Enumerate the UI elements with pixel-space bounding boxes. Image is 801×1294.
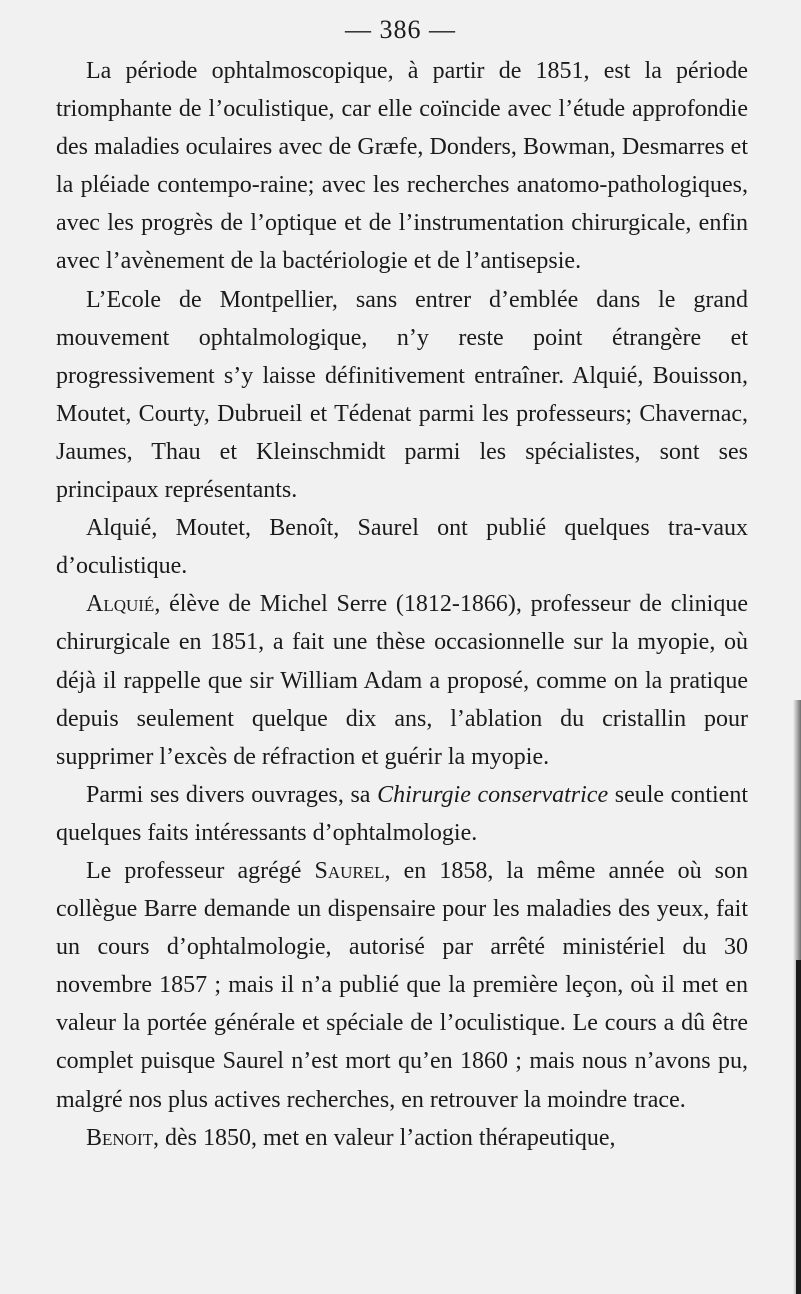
paragraph-saurel [56, 852, 748, 1119]
paragraph-publications: Alquié, Moutet, Benoît, Saurel ont publié quelques tra-vaux d’oculistique. [56, 515, 748, 580]
saurel-text-before: Le professeur agrégé [86, 857, 315, 884]
page-edge-dark [796, 960, 801, 1294]
name-saurel: Saurel [314, 857, 385, 884]
page-number: — 386 — [345, 15, 456, 44]
paragraph-alquie [56, 585, 748, 775]
saurel-text-after: , en 1858, la même année où son collègue Barre demande un dispensaire pour les maladies des yeux, fait un cours d’ophtalmologie, autorisé par arrêté ministériel du 30 novembre 1857 ; mais il n’a publié que la première leçon, où il met en valeur la portée générale et spéciale de l’oculistique. Le cours a dû être complet puisque Saurel n’est mort qu’en 1860 ; mais nous n’avons pu, malgré nos plus actives recherches, en retrouver la moindre trace. [56, 857, 748, 1113]
works-text-before: Parmi ses divers ouvrages, sa [86, 781, 378, 808]
paragraph-ophtalmoscopic-period: La période ophtalmoscopique, à partir de 1851, est la période triomphante de l’oculistique, car elle coïncide avec l’étude approfondie des maladies oculaires avec de Græfe, Donders, Bowman, Desmarres et la pléiade contempo-raine; avec les recherches anatomo-pathologiques, avec les progrès de l’optique et de l’instrumentation chirurgicale, enfin avec l’avènement de la bactériologie et de l’antisepsie. [56, 58, 748, 275]
paragraph-benoit [56, 1119, 748, 1157]
benoit-text: , dès 1850, met en valeur l’action thérapeutique, [153, 1124, 616, 1151]
name-benoit: Benoit [86, 1124, 153, 1151]
alquie-text: , élève de Michel Serre (1812-1866), professeur de clinique chirurgicale en 1851, a fait une thèse occasionnelle sur la myopie, où déjà il rappelle que sir William Adam a proposé, comme on la pratique depuis seulement quelque dix ans, l’ablation du cristallin pour supprimer l’excès de réfraction et guérir la myopie. [56, 591, 748, 770]
body-text [56, 52, 748, 1157]
works-text-after: seule contient quelques faits intéressants d’ophtalmologie. [56, 781, 748, 846]
book-title: Chirurgie conservatrice [377, 781, 609, 808]
paragraph-works [56, 776, 748, 852]
paragraph-montpellier-school: L’Ecole de Montpellier, sans entrer d’emblée dans le grand mouvement ophtalmologique, n’y reste point étrangère et progressivement s’y laisse définitivement entraîner. Alquié, Bouisson, Moutet, Courty, Dubrueil et Tédenat parmi les professeurs; Chavernac, Jaumes, Thau et Kleinschmidt parmi les spécialistes, sont ses principaux représentants. [56, 286, 748, 504]
name-alquie: Alquié [86, 591, 155, 618]
